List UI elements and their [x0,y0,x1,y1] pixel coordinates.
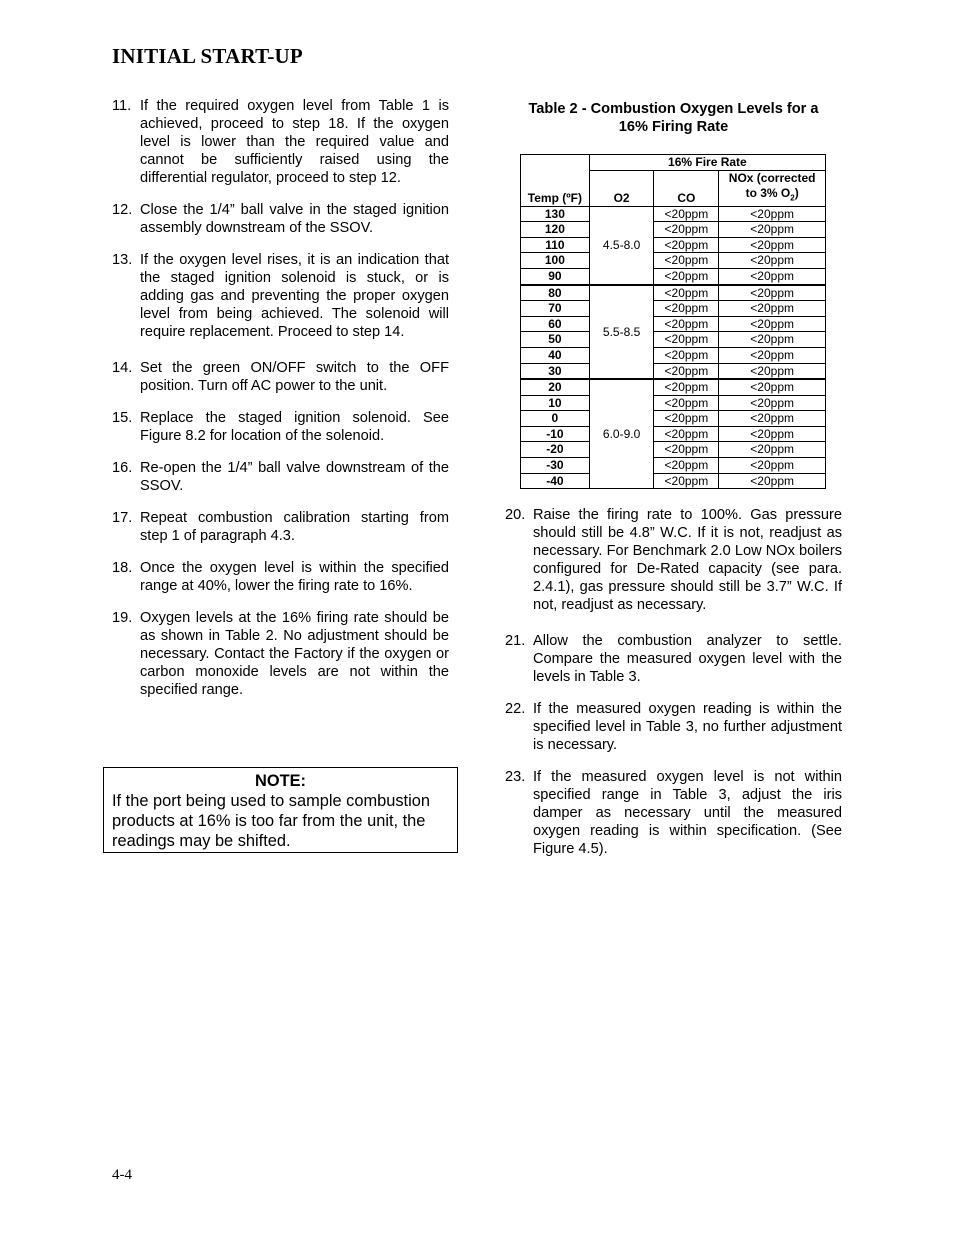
page-title: INITIAL START-UP [112,44,303,68]
temp-cell: 80 [521,285,590,301]
nox-cell: <20ppm [719,332,826,348]
nox-cell: <20ppm [719,426,826,442]
temp-cell: 10 [521,395,590,411]
step-number: 20. [505,507,526,523]
nox-header-line1: NOx (corrected [728,171,816,185]
note-text: If the port being used to sample combustion products at 16% is too far from the unit, the readings may be shifted. [112,792,430,850]
o2-range-cell: 5.5-8.5 [589,285,654,380]
temp-cell: -30 [521,458,590,474]
temp-cell: -10 [521,426,590,442]
temp-cell: 120 [521,222,590,238]
table-header-o2: O2 [589,171,654,207]
table-row [521,285,826,301]
co-cell: <20ppm [654,426,719,442]
nox-cell: <20ppm [719,473,826,489]
step-text: If the measured oxygen reading is within the specified level in Table 3, no further adjustment is necessary. [533,701,842,753]
o2-range-cell: 4.5-8.0 [589,206,654,284]
table-row [521,253,826,269]
step-item [505,768,842,858]
step-text: If the required oxygen level from Table 1 is achieved, proceed to step 18. If the oxygen level is lower than the required value and cannot be sufficiently raised using the differential regulator, proceed to step 12. [140,98,449,186]
temp-cell: 20 [521,379,590,395]
temp-cell: 50 [521,332,590,348]
table-body [521,206,826,489]
nox-cell: <20ppm [719,237,826,253]
table-row [521,458,826,474]
temp-cell: 100 [521,253,590,269]
table-row [521,363,826,379]
temp-cell: 110 [521,237,590,253]
nox-cell: <20ppm [719,316,826,332]
co-cell: <20ppm [654,222,719,238]
step-text: Set the green ON/OFF switch to the OFF position. Turn off AC power to the unit. [140,360,449,394]
co-cell: <20ppm [654,379,719,395]
nox-cell: <20ppm [719,253,826,269]
table-caption [505,100,842,136]
step-text: Repeat combustion calibration starting from step 1 of paragraph 4.3. [140,510,449,544]
temp-cell: 30 [521,363,590,379]
co-cell: <20ppm [654,316,719,332]
step-text: Raise the firing rate to 100%. Gas pressure should still be 4.8” W.C. If it is not, readjust as necessary. For Benchmark 2.0 Low NOx boilers configured for De-Rated capacity (see para. 2.4.1), gas pressure should still be 3.7” W.C. If not, readjust as necessary. [533,507,842,613]
nox-header-subscript: 2 [790,192,795,202]
table-row [521,222,826,238]
note-box [103,767,458,853]
table-row [521,347,826,363]
co-cell: <20ppm [654,442,719,458]
co-cell: <20ppm [654,458,719,474]
nox-cell: <20ppm [719,268,826,284]
step-text: Oxygen levels at the 16% firing rate should be as shown in Table 2. No adjustment should be necessary. Contact the Factory if the oxygen or carbon monoxide levels are not within the specified range. [140,610,449,698]
step-item [112,201,449,237]
table-header-fire-rate: 16% Fire Rate [589,155,825,171]
table-row [521,237,826,253]
table-row [521,316,826,332]
table-row [521,473,826,489]
step-number: 18. [112,560,133,576]
step-number: 11. [112,98,132,114]
step-number: 13. [112,252,133,268]
temp-cell: -20 [521,442,590,458]
co-cell: <20ppm [654,206,719,222]
nox-cell: <20ppm [719,222,826,238]
step-item [112,609,449,699]
step-number: 14. [112,360,133,376]
step-text: Replace the staged ignition solenoid. See Figure 8.2 for location of the solenoid. [140,410,449,444]
table-header-blank [521,155,590,171]
co-cell: <20ppm [654,237,719,253]
left-column [112,97,449,713]
table-header-temp: Temp (ºF) [521,171,590,207]
nox-cell: <20ppm [719,458,826,474]
step-item [505,506,842,614]
table-header-nox [719,171,826,207]
table-row [521,379,826,395]
co-cell: <20ppm [654,411,719,427]
step-number: 16. [112,460,133,476]
step-item [505,700,842,754]
step-item [112,359,449,395]
temp-cell: 70 [521,301,590,317]
co-cell: <20ppm [654,301,719,317]
table-row [521,268,826,284]
table-row [521,411,826,427]
co-cell: <20ppm [654,473,719,489]
table-row [521,301,826,317]
table-caption-line1: Table 2 - Combustion Oxygen Levels for a [528,101,819,117]
step-item [112,97,449,187]
co-cell: <20ppm [654,268,719,284]
nox-header-line2: to 3% O [745,185,791,200]
table-row [521,426,826,442]
table-row [521,395,826,411]
nox-cell: <20ppm [719,411,826,427]
right-column [505,506,842,872]
nox-cell: <20ppm [719,363,826,379]
nox-cell: <20ppm [719,442,826,458]
table-row [521,332,826,348]
step-item [112,459,449,495]
step-number: 21. [505,633,526,649]
step-item [112,559,449,595]
co-cell: <20ppm [654,395,719,411]
step-number: 12. [112,202,133,218]
step-text: Once the oxygen level is within the specified range at 40%, lower the firing rate to 16%. [140,560,449,594]
step-number: 23. [505,769,526,785]
temp-cell: -40 [521,473,590,489]
co-cell: <20ppm [654,253,719,269]
temp-cell: 60 [521,316,590,332]
nox-cell: <20ppm [719,347,826,363]
step-item [112,509,449,545]
nox-cell: <20ppm [719,379,826,395]
table-row [521,206,826,222]
temp-cell: 0 [521,411,590,427]
temp-cell: 40 [521,347,590,363]
step-number: 15. [112,410,133,426]
nox-cell: <20ppm [719,206,826,222]
step-item [112,409,449,445]
nox-cell: <20ppm [719,285,826,301]
table-header-co: CO [654,171,719,207]
table-caption-line2: 16% Firing Rate [618,119,729,135]
nox-cell: <20ppm [719,301,826,317]
co-cell: <20ppm [654,332,719,348]
step-text: Allow the combustion analyzer to settle. Compare the measured oxygen level with the levels in Table 3. [533,633,842,685]
o2-range-cell: 6.0-9.0 [589,379,654,489]
page-number: 4-4 [112,1167,132,1183]
step-text: If the measured oxygen level is not within specified range in Table 3, adjust the iris damper as necessary until the measured oxygen reading is within specification. (See Figure 4.5). [533,769,842,857]
step-number: 22. [505,701,526,717]
nox-header-close: ) [794,185,799,200]
step-item [505,632,842,686]
table-row [521,442,826,458]
note-title: NOTE: [255,772,306,790]
step-text: Close the 1/4” ball valve in the staged ignition assembly downstream of the SSOV. [140,202,449,236]
step-text: If the oxygen level rises, it is an indication that the staged ignition solenoid is stuck, or is adding gas and preventing the proper oxygen level from being achieved. The solenoid will require replacement. Proceed to step 14. [140,252,449,340]
temp-cell: 90 [521,268,590,284]
step-item [112,251,449,341]
co-cell: <20ppm [654,347,719,363]
temp-cell: 130 [521,206,590,222]
oxygen-levels-table [520,154,826,489]
step-number: 17. [112,510,133,526]
step-text: Re-open the 1/4” ball valve downstream of the SSOV. [140,460,449,494]
nox-cell: <20ppm [719,395,826,411]
co-cell: <20ppm [654,285,719,301]
co-cell: <20ppm [654,363,719,379]
step-number: 19. [112,610,133,626]
